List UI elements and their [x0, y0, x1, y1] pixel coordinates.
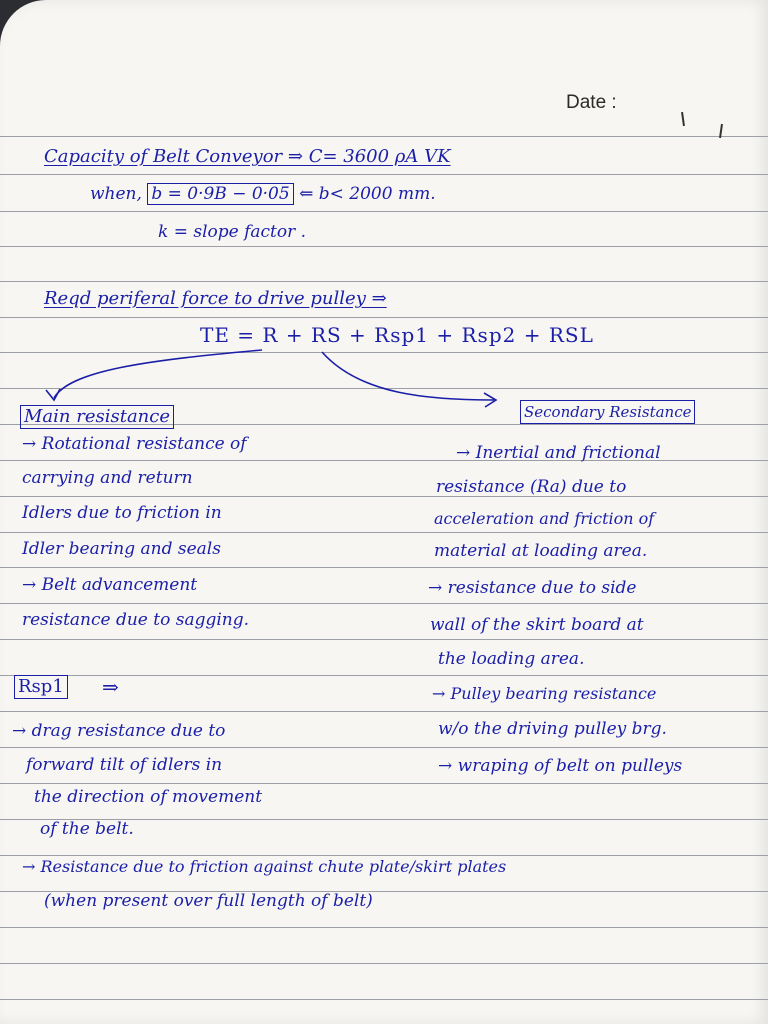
secondary-resistance-line: → wraping of belt on pulleys [438, 756, 683, 776]
width-condition: ⇐ b< 2000 mm. [299, 184, 436, 204]
rsp1-line: the direction of movement [34, 787, 263, 807]
main-resistance-line: Idlers due to friction in [22, 503, 222, 523]
rsp1-line: forward tilt of idlers in [26, 755, 223, 775]
secondary-resistance-heading: Secondary Resistance [520, 400, 695, 424]
secondary-resistance-line: → resistance due to side [428, 578, 637, 598]
rsp1-line: → drag resistance due to [12, 721, 226, 741]
secondary-resistance-line: material at loading area. [434, 541, 648, 561]
rsp1-arrow: ⇒ [102, 675, 119, 699]
when-prefix: when, [90, 184, 142, 204]
date-label: Date : [566, 92, 617, 113]
bottom-line: (when present over full length of belt) [44, 891, 373, 911]
main-resistance-line: → Belt advancement [22, 575, 198, 595]
secondary-resistance-line: → Pulley bearing resistance [432, 684, 657, 703]
secondary-resistance-line: wall of the skirt board at [430, 615, 644, 635]
secondary-resistance-line: → Inertial and frictional [456, 443, 661, 463]
main-resistance-line: resistance due to sagging. [22, 610, 250, 630]
secondary-resistance-line: the loading area. [438, 649, 585, 669]
main-resistance-line: Idler bearing and seals [22, 539, 221, 559]
k-line: k = slope factor . [158, 222, 307, 242]
secondary-resistance-line: w/o the driving pulley brg. [438, 719, 667, 739]
secondary-resistance-line: resistance (Ra) due to [436, 477, 627, 497]
reqd-force-text: Reqd periferal force to drive pulley ⇒ [44, 288, 387, 309]
rsp1-label-box: Rsp1 [14, 675, 68, 699]
rsp1-line: of the belt. [40, 819, 134, 839]
capacity-text: Capacity of Belt Conveyor ⇒ C= 3600 ρA VK [44, 146, 451, 167]
secondary-resistance-line: acceleration and friction of [434, 509, 655, 528]
main-resistance-line: → Rotational resistance of [22, 434, 247, 454]
te-equation: TE = R + RS + Rsp1 + Rsp2 + RSL [200, 323, 594, 347]
main-resistance-line: carrying and return [22, 468, 193, 488]
bottom-line: → Resistance due to friction against chute plate/skirt plates [22, 857, 507, 876]
main-resistance-heading: Main resistance [20, 405, 174, 429]
width-formula-box: b = 0·9B − 0·05 [147, 183, 293, 205]
